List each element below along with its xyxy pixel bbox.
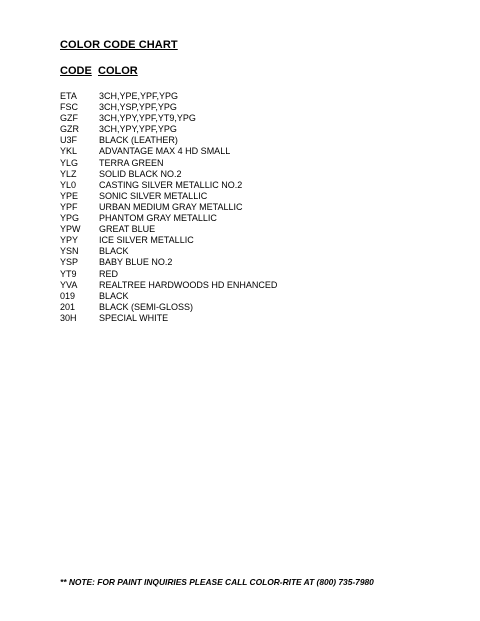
color-cell: SONIC SILVER METALLIC (99, 190, 208, 201)
code-cell: 201 (60, 301, 76, 312)
color-cell: ICE SILVER METALLIC (99, 235, 194, 246)
color-cell: CASTING SILVER METALLIC NO.2 (99, 179, 243, 190)
color-cell: SPECIAL WHITE (99, 312, 169, 323)
code-cell: GZR (60, 124, 79, 135)
color-cell: BABY BLUE NO.2 (99, 257, 173, 268)
color-cell: SOLID BLACK NO.2 (99, 168, 182, 179)
color-cell: TERRA GREEN (99, 157, 164, 168)
color-cell: BLACK (SEMI-GLOSS) (99, 301, 194, 312)
code-cell: 019 (60, 290, 76, 301)
code-cell: YLZ (60, 168, 77, 179)
code-cell: 30H (60, 312, 77, 323)
color-cell: RED (99, 268, 119, 279)
color-cell: 3CH,YPY,YPF,YT9,YPG (99, 113, 196, 124)
code-cell: YPW (60, 224, 81, 235)
code-cell: YPF (60, 201, 78, 212)
color-cell: REALTREE HARDWOODS HD ENHANCED (99, 279, 278, 290)
code-cell: YT9 (60, 268, 77, 279)
code-cell: YPY (60, 235, 79, 246)
color-cell: PHANTOM GRAY METALLIC (99, 213, 217, 224)
color-cell: 3CH,YSP,YPF,YPG (99, 102, 177, 113)
code-cell: YSN (60, 246, 79, 257)
code-cell: GZF (60, 113, 78, 124)
color-cell: 3CH,YPY,YPF,YPG (99, 124, 177, 135)
color-cell: GREAT BLUE (99, 224, 156, 235)
color-cell: BLACK (99, 246, 129, 257)
code-cell: YPE (60, 190, 79, 201)
code-cell: YSP (60, 257, 79, 268)
code-cell: YKL (60, 146, 78, 157)
code-cell: YLG (60, 157, 79, 168)
code-column-header: CODE (60, 65, 92, 77)
color-cell: URBAN MEDIUM GRAY METALLIC (99, 201, 243, 212)
code-cell: FSC (60, 102, 78, 113)
code-cell: YL0 (60, 179, 77, 190)
color-cell: BLACK (LEATHER) (99, 135, 178, 146)
color-cell: ADVANTAGE MAX 4 HD SMALL (99, 146, 231, 157)
code-cell: U3F (60, 135, 78, 146)
color-cell: 3CH,YPE,YPF,YPG (99, 91, 179, 101)
page-title: COLOR CODE CHART (60, 39, 178, 51)
code-cell: ETA (60, 91, 77, 101)
code-cell: YPG (60, 213, 80, 224)
color-cell: BLACK (99, 290, 129, 301)
footer-note: ** NOTE: FOR PAINT INQUIRIES PLEASE CALL COLOR-RITE AT (800) 735-7980 (60, 577, 374, 587)
code-cell: YVA (60, 279, 78, 290)
color-column-header: COLOR (98, 65, 138, 77)
